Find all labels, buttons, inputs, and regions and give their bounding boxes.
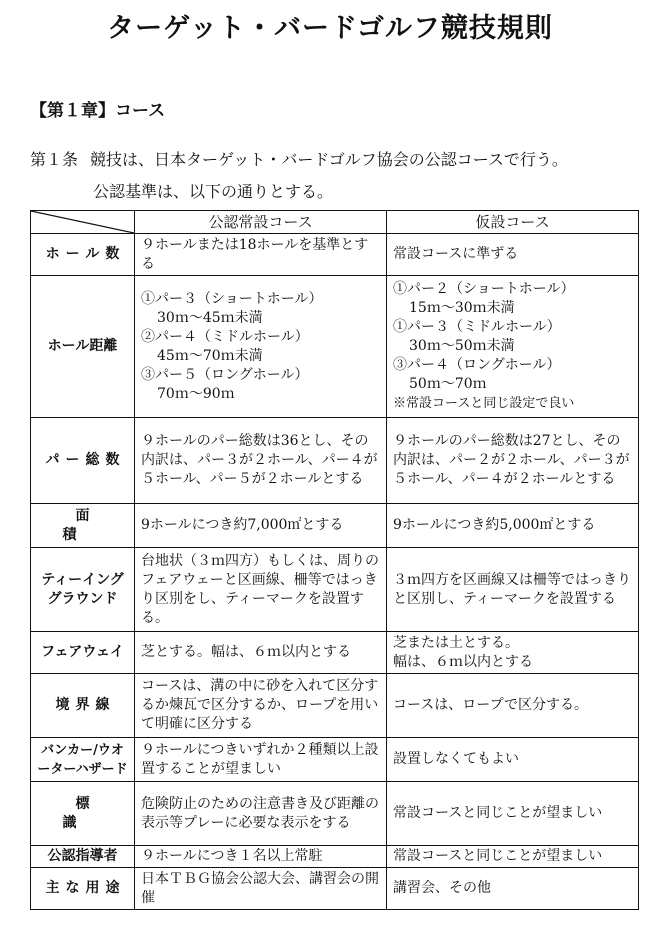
table-row: [31, 418, 639, 504]
cell-line: ①パー３（ミドルホール）: [393, 319, 561, 335]
cell-line: ①パー３（ショートホール）: [141, 290, 323, 307]
cell-permanent: 芝とする。幅は、６ｍ以内とする: [135, 632, 387, 674]
table-row: [31, 504, 639, 548]
row-label: 主な用途: [31, 868, 135, 910]
cell-line: ③パー５（ロングホール）: [141, 366, 309, 383]
table-header-row: [31, 211, 639, 234]
chapter-heading: 【第１章】コース: [30, 101, 166, 121]
article-number: 第１条: [30, 150, 79, 169]
row-label: ホール距離: [31, 276, 135, 418]
header-temporary: 仮設コース: [387, 211, 639, 234]
article-text-2: 公認基準は、以下の通りとする。: [93, 182, 334, 201]
cell-line: ②パー４（ミドルホール）: [141, 328, 309, 345]
table-row: [31, 674, 639, 738]
table-row: [31, 868, 639, 910]
article-1: [30, 147, 568, 170]
cell-temporary: 設置しなくてもよい: [387, 738, 639, 782]
cell-temporary: 常設コースに準ずる: [387, 234, 639, 276]
row-label-line: グラウンド: [47, 590, 118, 607]
cell-permanent: 台地状（３ｍ四方）もしくは、周りのフェアウェーと区画線、柵等ではっきり区別をし、ティーマークを設置する。: [135, 548, 387, 632]
cell-temporary: ９ホールのパー総数は27とし、その内訳は、パー２が２ホール、パー３が５ホール、パー４が２ホールとする: [387, 418, 639, 504]
cell-permanent: 日本ＴＢＧ協会公認大会、講習会の開催: [135, 868, 387, 910]
cell-line: 45ｍ～70ｍ未満: [157, 347, 263, 364]
cell-permanent: 危険防止のための注意書き及び距離の表示等プレーに必要な表示をする: [135, 782, 387, 846]
cell-line: 幅は、６ｍ以内とする: [393, 653, 533, 670]
article-text: 競技は、日本ターゲット・バードゴルフ協会の公認コースで行う。: [90, 150, 568, 169]
table-row: [31, 276, 639, 418]
cell-temporary: 講習会、その他: [387, 868, 639, 910]
row-label: 境界線: [31, 674, 135, 738]
table-row: [31, 738, 639, 782]
cell-line: 70ｍ～90ｍ: [157, 385, 235, 402]
table-row: [31, 234, 639, 276]
row-label: 標識: [31, 782, 135, 846]
cell-permanent: ９ホールのパー総数は36とし、その内訳は、パー３が２ホール、パー４が５ホール、パー５が２ホールとする: [135, 418, 387, 504]
cell-temporary: 常設コースと同じことが望ましい: [387, 846, 639, 868]
cell-line: 15ｍ～30ｍ未満: [409, 300, 515, 316]
row-label-line: ーターハザード: [37, 761, 128, 777]
cell-temporary: ３ｍ四方を区画線又は柵等ではっきりと区別し、ティーマークを設置する: [387, 548, 639, 632]
row-label-line: ティーイング: [41, 571, 124, 588]
table-row: [31, 782, 639, 846]
cell-permanent: ９ホールにつき１名以上常駐: [135, 846, 387, 868]
cell-permanent: 9ホールにつき約7,000㎡とする: [135, 504, 387, 548]
table-row: [31, 632, 639, 674]
cell-temporary: [387, 632, 639, 674]
row-label: ホール数: [31, 234, 135, 276]
row-label: 公認指導者: [31, 846, 135, 868]
row-label: [31, 738, 135, 782]
row-label-line: バンカー/ウオ: [41, 742, 124, 758]
row-label: フェアウェイ: [31, 632, 135, 674]
table-row: [31, 846, 639, 868]
page-title: ターゲット・バードゴルフ競技規則: [107, 13, 553, 44]
cell-line: 30ｍ～50ｍ未満: [409, 338, 515, 354]
row-label: [31, 548, 135, 632]
cell-temporary: [387, 276, 639, 418]
cell-permanent: [135, 276, 387, 418]
row-label: 面積: [31, 504, 135, 548]
cell-line: 50ｍ～70ｍ: [409, 376, 487, 392]
cell-temporary: 常設コースと同じことが望ましい: [387, 782, 639, 846]
corner-cell: [31, 211, 135, 234]
cell-permanent: ９ホールにつきいずれか２種類以上設置することが望ましい: [135, 738, 387, 782]
course-standards-table: [30, 210, 639, 910]
cell-permanent: コースは、溝の中に砂を入れて区分するか煉瓦で区分するか、ロープを用いて明確に区分する: [135, 674, 387, 738]
cell-temporary: コースは、ロープで区分する。: [387, 674, 639, 738]
table-row: [31, 548, 639, 632]
cell-note: ※常設コースと同じ設定で良い: [393, 396, 575, 411]
cell-temporary: 9ホールにつき約5,000㎡とする: [387, 504, 639, 548]
cell-line: 30ｍ～45ｍ未満: [157, 309, 263, 326]
cell-line: ③パー４（ロングホール）: [393, 357, 561, 373]
row-label: パー総数: [31, 418, 135, 504]
cell-permanent: ９ホールまたは18ホールを基準とする: [135, 234, 387, 276]
cell-line: 芝または土とする。: [393, 634, 519, 651]
header-permanent: 公認常設コース: [135, 211, 387, 234]
cell-line: ①パー２（ショートホール）: [393, 281, 575, 297]
